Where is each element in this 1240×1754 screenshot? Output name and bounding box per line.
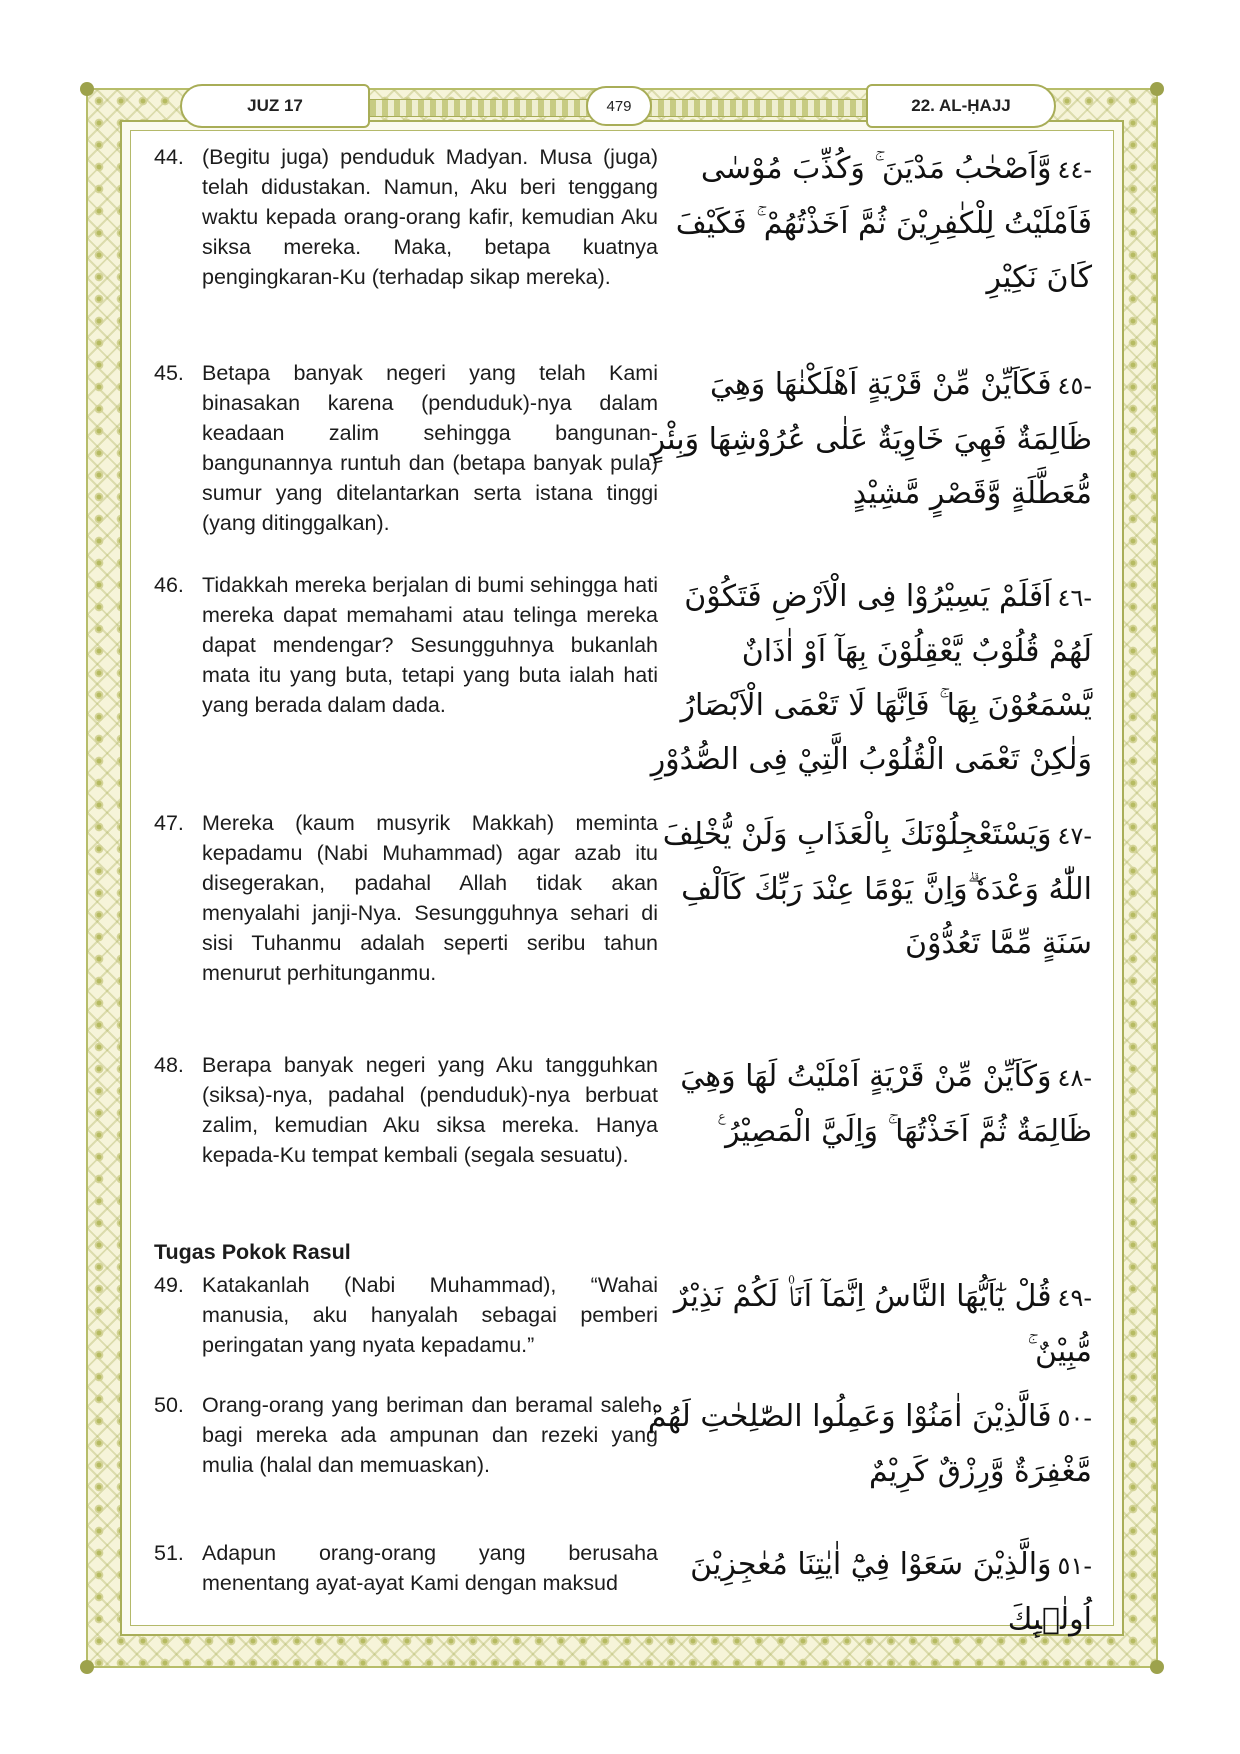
arabic-text: قُلْ يٰٓاَيُّهَا النَّاسُ اِنَّمَآ اَنَا۠ لَكُمْ نَذِيْرٌ مُّبِيْنٌ ۚ [673,1279,1092,1369]
verse-number: 44. [154,145,184,169]
arabic-verse-number: -٥١ [1057,1552,1092,1580]
verse-arabic [632,1050,1092,1159]
juz-label: JUZ 17 [180,84,370,128]
arabic-verse-number: -٤٨ [1057,1064,1092,1092]
verse-number: 51. [154,1541,184,1565]
arabic-verse-number: -٤٦ [1057,584,1092,612]
corner-ornament-icon [1150,82,1164,96]
verse-translation: Tidakkah mereka berjalan di bumi sehingga hati mereka dapat memahami atau telinga mereka dapat mendengar? Sesungguhnya bukanlah mata itu yang buta, tetapi yang buta ialah hati yang berada dalam dada. [202,573,658,717]
verse-translation: Katakanlah (Nabi Muhammad), “Wahai manusia, aku hanyalah sebagai pemberi peringatan yang nyata kepadamu.” [202,1273,658,1357]
verse-translation: Adapun orang-orang yang berusaha menentang ayat-ayat Kami dengan maksud [202,1541,658,1595]
verse-number: 46. [154,573,184,597]
verse-arabic [632,1390,1092,1499]
verse-number: 47. [154,811,184,835]
section-heading: Tugas Pokok Rasul [154,1240,351,1264]
verse-number: 48. [154,1053,184,1077]
arabic-text: اَفَلَمْ يَسِيْرُوْا فِى الْاَرْضِ فَتَكُوْنَ لَهُمْ قُلُوْبٌ يَّعْقِلُوْنَ بِهَآ اَوْ اٰذَانٌ يَّسْمَعُوْنَ بِهَا ۚ فَاِنَّهَا لَا تَعْمَى الْاَبْصَارُ وَلٰكِنْ تَعْمَى الْقُلُوْبُ الَّتِيْ فِى الصُّدُوْرِ [650,579,1092,777]
arabic-verse-number: -٤٤ [1057,156,1092,184]
verse-arabic [632,142,1092,305]
verse-arabic [632,570,1092,787]
arabic-verse-number: -٤٧ [1057,822,1092,850]
verse-translation: Orang-orang yang beriman dan beramal saleh, bagi mereka ada ampunan dan rezeki yang mulia (halal dan memuaskan). [202,1393,658,1477]
verse-translation: Mereka (kaum musyrik Makkah) meminta kepadamu (Nabi Muhammad) agar azab itu disegerakan, padahal Allah tidak akan menyalahi janji-Nya. Sesungguhnya sehari di sisi Tuhanmu adalah seperti seribu tahun menurut perhitunganmu. [202,811,658,985]
verse-translation: Berapa banyak negeri yang Aku tangguhkan (siksa)-nya, padahal (penduduk)-nya berbuat zalim, kemudian Aku siksa mereka. Hanya kepada-Ku tempat kembali (segala sesuatu). [202,1053,658,1167]
corner-ornament-icon [80,82,94,96]
surah-label: 22. AL-ḤAJJ [866,84,1056,128]
verse-number: 49. [154,1273,184,1297]
arabic-verse-number: -٥٠ [1057,1404,1092,1432]
verse-translation: (Begitu juga) penduduk Madyan. Musa (juga) telah didustakan. Namun, Aku beri tenggang waktu kepada orang-orang kafir, kemudian Aku siksa mereka. Maka, betapa kuatnya pengingkaran-Ku (terhadap sikap mereka). [202,145,658,289]
verse-number: 50. [154,1393,184,1417]
corner-ornament-icon [1150,1660,1164,1674]
arabic-verse-number: -٤٩ [1057,1284,1092,1312]
arabic-verse-number: -٤٥ [1057,372,1092,400]
verse-arabic [632,808,1092,971]
arabic-text: وَالَّذِيْنَ سَعَوْا فِيْٓ اٰيٰتِنَا مُعٰجِزِيْنَ اُولٰۤىِٕكَ [690,1547,1092,1637]
page-number: 479 [586,86,652,126]
corner-ornament-icon [80,1660,94,1674]
arabic-text: وَيَسْتَعْجِلُوْنَكَ بِالْعَذَابِ وَلَنْ يُّخْلِفَ اللّٰهُ وَعْدَهٗ ۗوَاِنَّ يَوْمًا عِنْدَ رَبِّكَ كَاَلْفِ سَنَةٍ مِّمَّا تَعُدُّوْنَ [662,817,1092,961]
verse-arabic [632,1538,1092,1647]
verse-arabic [632,358,1092,521]
arabic-text: وَكَاَيِّنْ مِّنْ قَرْيَةٍ اَمْلَيْتُ لَهَا وَهِيَ ظَالِمَةٌ ثُمَّ اَخَذْتُهَا ۚ وَاِلَيَّ الْمَصِيْرُ ࣖ [680,1059,1092,1149]
verse-translation: Betapa banyak negeri yang telah Kami binasakan karena (penduduk)-nya dalam keadaan zalim sehingga bangunan-bangunannya runtuh dan (betapa banyak pula) sumur yang ditelantarkan serta istana tinggi (yang ditinggalkan). [202,361,658,535]
verse-number: 45. [154,361,184,385]
arabic-text: فَالَّذِيْنَ اٰمَنُوْا وَعَمِلُوا الصّٰلِحٰتِ لَهُمْ مَّغْفِرَةٌ وَّرِزْقٌ كَرِيْمٌ [647,1399,1092,1489]
arabic-text: فَكَاَيِّنْ مِّنْ قَرْيَةٍ اَهْلَكْنٰهَا وَهِيَ ظَالِمَةٌ فَهِيَ خَاوِيَةٌ عَلٰى عُرُوْشِهَا وَبِئْرٍ مُّعَطَّلَةٍ وَّقَصْرٍ مَّشِيْدٍ [650,367,1092,511]
verse-arabic [632,1270,1092,1379]
arabic-text: وَّاَصْحٰبُ مَدْيَنَ ۚ وَكُذِّبَ مُوْسٰى فَاَمْلَيْتُ لِلْكٰفِرِيْنَ ثُمَّ اَخَذْتُهُمْ ۚ فَكَيْفَ كَانَ نَكِيْرِ [675,151,1092,295]
